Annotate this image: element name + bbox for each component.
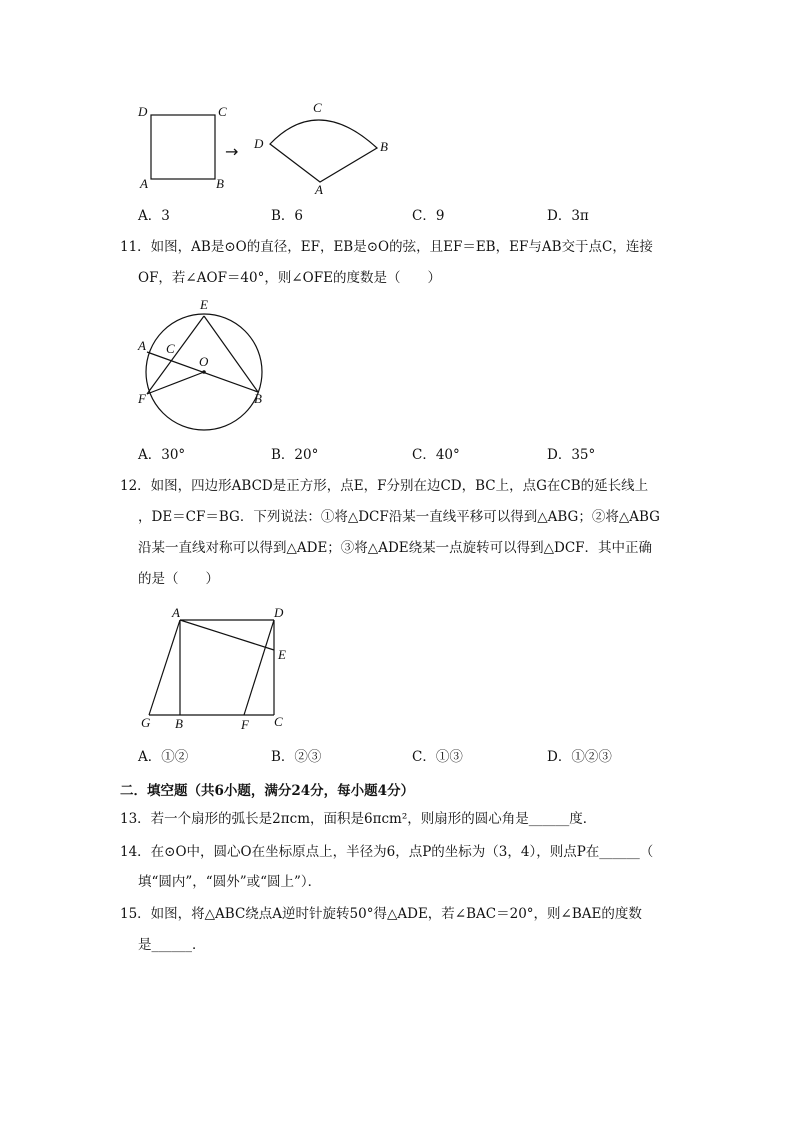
q10-option-c: C．9	[412, 208, 445, 224]
q10-label-d1: D	[138, 104, 148, 119]
q10-label-b1: B	[216, 176, 224, 191]
q10-label-b2: B	[380, 139, 388, 154]
q11-label-a: A	[138, 338, 146, 353]
q11-circle-figure	[135, 295, 275, 415]
section-2-heading: 二．填空题（共6小题，满分24分，每小题4分）	[120, 783, 415, 799]
arrow-icon: →	[225, 142, 239, 161]
q10-label-d2: D	[254, 136, 264, 151]
q12-label-a: A	[172, 605, 180, 620]
q11-label-e: E	[200, 297, 208, 312]
q12-label-f: F	[241, 717, 249, 732]
q12-label-c: C	[274, 714, 283, 729]
q11-option-d: D．35°	[547, 447, 596, 463]
q12-text-line3: 沿某一直线对称可以得到△ADE；③将△ADE绕某一点旋转可以得到△DCF．其中正确	[138, 540, 653, 556]
q12-option-d: D．①②③	[547, 749, 612, 765]
q10-label-a1: A	[140, 176, 148, 191]
q12-label-b: B	[175, 716, 183, 731]
q12-label-g: G	[141, 715, 151, 730]
q11-label-o: O	[199, 354, 209, 369]
q12-square-figure	[135, 600, 305, 735]
q11-label-f: F	[138, 391, 146, 406]
q10-square-figure	[136, 100, 239, 195]
q13-text: 13．若一个扇形的弧长是2πcm，面积是6πcm²，则扇形的圆心角是______度．	[120, 811, 597, 827]
q11-option-a: A．30°	[138, 447, 186, 463]
q10-option-b: B．6	[271, 208, 304, 224]
q11-label-b: B	[254, 391, 262, 406]
q10-option-d: D．3π	[547, 208, 589, 224]
q12-option-a: A．①②	[138, 749, 189, 765]
q10-option-a: A．3	[138, 208, 170, 224]
q12-option-c: C．①③	[412, 749, 463, 765]
q12-option-b: B．②③	[271, 749, 322, 765]
q12-label-d: D	[274, 605, 284, 620]
q11-option-c: C．40°	[412, 447, 460, 463]
q11-text-line1: 11．如图，AB是⊙O的直径，EF，EB是⊙O的弦，且EF＝EB，EF与AB交于点C，连接	[120, 239, 653, 255]
q15-text-line1: 15．如图，将△ABC绕点A逆时针旋转50°得△ADE，若∠BAC＝20°，则∠BAE的度数	[120, 906, 642, 922]
q10-label-c2: C	[313, 100, 322, 115]
q10-sector-figure	[250, 98, 395, 198]
q12-text-line4: 的是（ ）	[138, 571, 219, 587]
q10-label-a2: A	[315, 182, 323, 197]
q15-text-line2: 是______．	[138, 937, 206, 953]
q14-text-line1: 14．在⊙O中，圆心O在坐标原点上，半径为6，点P的坐标为（3，4），则点P在______（	[120, 844, 654, 860]
q12-text-line1: 12．如图，四边形ABCD是正方形，点E，F分别在边CD，BC上，点G在CB的延长线上	[120, 478, 649, 494]
q11-option-b: B．20°	[271, 447, 319, 463]
q11-text-line2: OF，若∠AOF＝40°，则∠OFE的度数是（ ）	[138, 270, 441, 286]
q10-label-c1: C	[218, 104, 227, 119]
q11-label-c: C	[166, 341, 175, 356]
q12-label-e: E	[278, 647, 286, 662]
q12-text-line2: ，DE＝CF＝BG．下列说法：①将△DCF沿某一直线平移可以得到△ABG；②将△ABG	[138, 509, 660, 525]
q14-text-line2: 填“圆内”，“圆外”或“圆上”）．	[138, 874, 322, 890]
